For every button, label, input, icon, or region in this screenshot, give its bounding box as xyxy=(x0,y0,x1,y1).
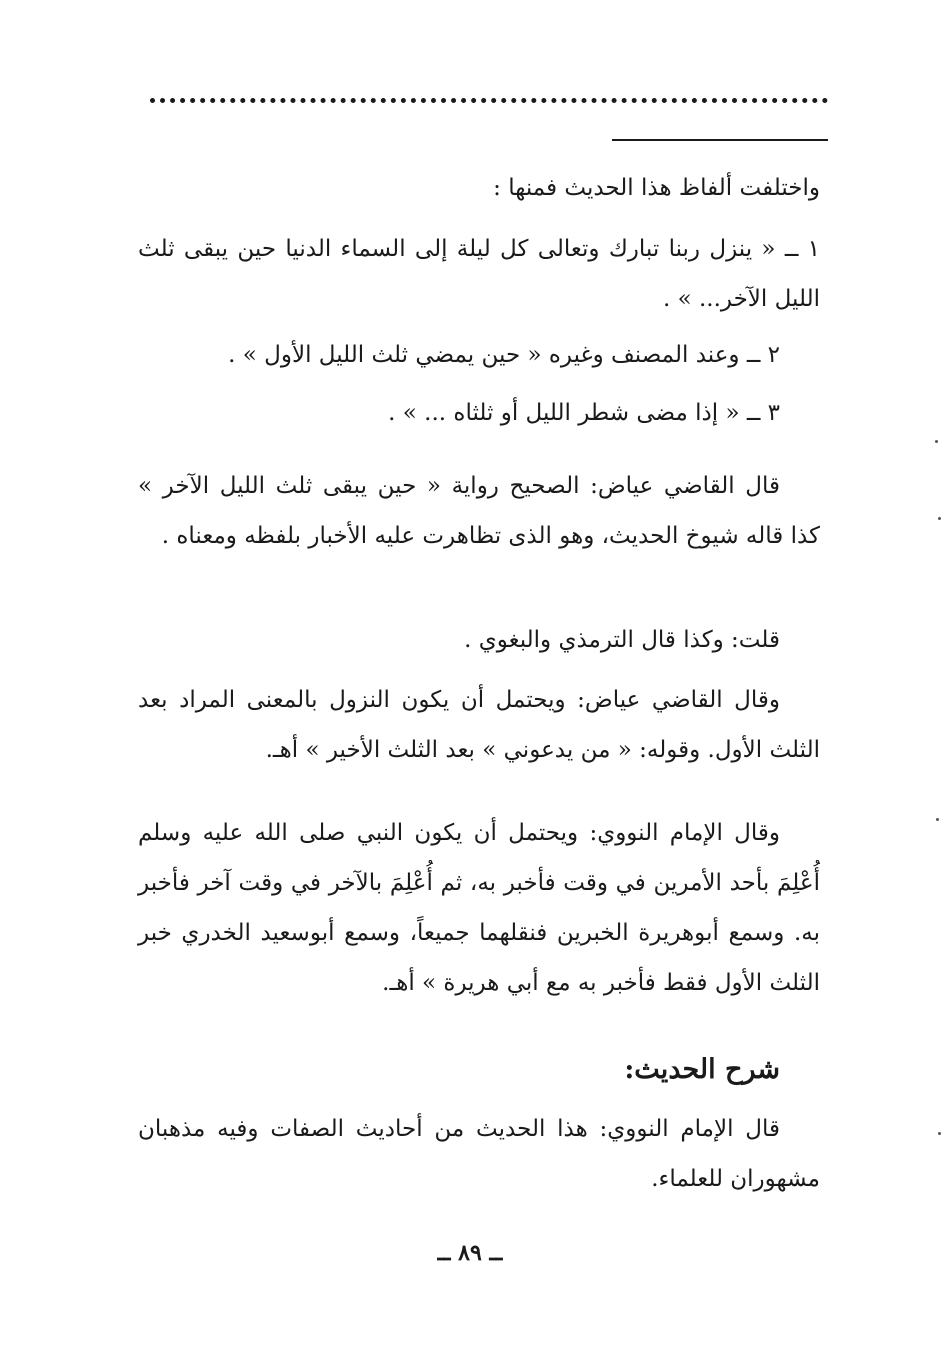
section-heading: شرح الحديث: xyxy=(624,1054,780,1085)
variant-2: ٢ ــ وعند المصنف وغيره « حين يمضي ثلث الليل الأول » . xyxy=(228,342,780,368)
scan-speck xyxy=(938,1132,941,1135)
paragraph-iyad-2: وقال القاضي عياض: ويحتمل أن يكون النزول بالمعنى المراد بعد الثلث الأول. وقوله: « من يدعوني » بعد الثلث الأخير » أهـ. xyxy=(138,687,820,763)
paragraph-iyad-1: قال القاضي عياض: الصحيح رواية « حين يبقى ثلث الليل الآخر » كذا قاله شيوخ الحديث، وهو الذى تظاهرت عليه الأخبار بلفظه ومعناه . xyxy=(138,473,820,549)
variant-3: ٣ ــ « إذا مضى شطر الليل أو ثلثاه ... » . xyxy=(388,400,780,426)
short-divider xyxy=(612,139,828,141)
scan-speck xyxy=(936,818,939,821)
dotted-divider xyxy=(150,98,828,103)
paragraph-nawawi-2: قال الإمام النووي: هذا الحديث من أحاديث الصفات وفيه مذهبان مشهوران للعلماء. xyxy=(138,1116,820,1192)
scan-speck xyxy=(935,440,938,443)
intro-line: واختلفت ألفاظ هذا الحديث فمنها : xyxy=(493,175,820,201)
scan-speck xyxy=(938,517,941,520)
variant-1: ١ ــ « ينزل ربنا تبارك وتعالى كل ليلة إلى السماء الدنيا حين يبقى ثلث الليل الآخر... » . xyxy=(138,236,820,312)
paragraph-qultu: قلت: وكذا قال الترمذي والبغوي . xyxy=(464,627,780,653)
paragraph-nawawi-1: وقال الإمام النووي: ويحتمل أن يكون النبي صلى الله عليه وسلم أُعْلِمَ بأحد الأمرين في وقت فأخبر به، ثم أُعْلِمَ بالآخر في وقت آخر فأخبر به. وسمع أبوهريرة الخبرين فنقلهما جميعاً، وسمع أبوسعيد الخدري خبر الثلث الأول فقط فأخبر به مع أبي هريرة » أهـ. xyxy=(138,820,820,996)
page-number: ــ ٨٩ ــ xyxy=(437,1240,503,1266)
